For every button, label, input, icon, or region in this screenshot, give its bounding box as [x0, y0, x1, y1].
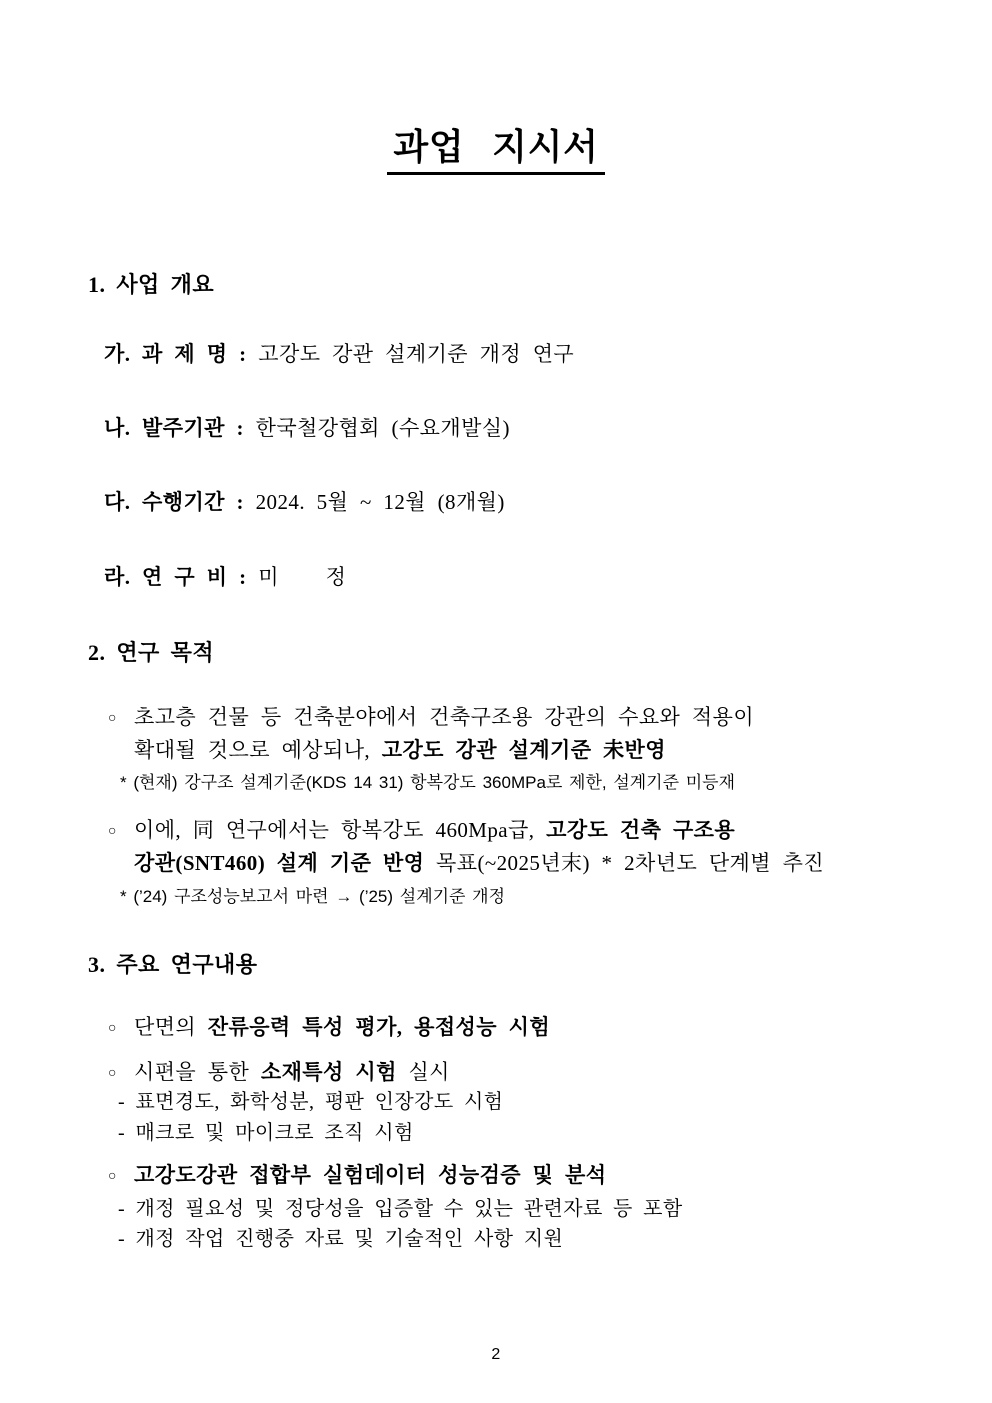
s2-bullet2-line2	[134, 851, 824, 876]
s2-bullet2-note: * (’24) 구조성능보고서 마련 → (’25) 설계기준 개정	[120, 887, 506, 906]
s3-dash-item-4: - 개정 작업 진행중 자료 및 기술적인 사항 지원	[118, 1228, 564, 1250]
circle-bullet-marker: ○	[108, 1019, 117, 1035]
s2-bullet2-line2-regular: 목표(~2025년末) * 2차년도 단계별 추진	[424, 851, 825, 875]
s3-bullet2	[108, 1060, 450, 1085]
document-title-text: 과업 지시서	[387, 127, 604, 175]
s3-bullet2-regular2: 실시	[396, 1060, 450, 1084]
s2-bullet1-note: * (현재) 강구조 설계기준(KDS 14 31) 항복강도 360MPa로 제한, 설계기준 미등재	[120, 773, 736, 792]
s3-bullet1-bold: 잔류응력 특성 평가, 용접성능 시험	[207, 1015, 551, 1039]
item-budget-sep: :	[227, 565, 259, 589]
s2-bullet1-line1	[108, 705, 754, 730]
s2-bullet2-line1	[108, 818, 735, 843]
s3-dash-item-1: - 표면경도, 화학성분, 평판 인장강도 시험	[118, 1091, 504, 1113]
item-project-name-value: 고강도 강관 설계기준 개정 연구	[258, 342, 575, 366]
item-ordering-org	[104, 416, 510, 441]
s2-bullet2-line2-bold: 강관(SNT460) 설계 기준 반영	[134, 851, 425, 875]
circle-bullet-marker: ○	[108, 1167, 117, 1183]
item-ordering-org-label: 나. 발주기관	[104, 416, 225, 440]
s3-bullet3-bold: 고강도강관 접합부 실험데이터 성능검증 및 분석	[134, 1163, 607, 1187]
item-period-sep: :	[224, 490, 256, 514]
item-budget-label: 라. 연 구 비	[104, 565, 228, 589]
s3-dash-item-3: - 개정 필요성 및 정당성을 입증할 수 있는 관련자료 등 포함	[118, 1198, 683, 1220]
s3-bullet3	[108, 1163, 606, 1188]
circle-bullet-marker: ○	[108, 709, 117, 725]
item-period	[104, 490, 505, 515]
item-budget	[104, 565, 346, 590]
circle-bullet-marker: ○	[108, 822, 117, 838]
item-ordering-org-sep: :	[224, 416, 256, 440]
document-title	[0, 126, 992, 168]
section-1-heading: 1. 사업 개요	[88, 272, 215, 297]
circle-bullet-marker: ○	[108, 1064, 117, 1080]
item-period-label: 다. 수행기간	[104, 490, 225, 514]
s2-bullet1-line1-text: 초고층 건물 등 건축분야에서 건축구조용 강관의 수요와 적용이	[134, 705, 755, 729]
item-budget-value: 미 정	[258, 565, 347, 589]
section-3-heading: 3. 주요 연구내용	[88, 952, 258, 977]
item-project-name	[104, 342, 574, 367]
item-project-name-sep: :	[227, 342, 259, 366]
s2-bullet1-line2-regular: 확대될 것으로 예상되나,	[134, 738, 382, 762]
s2-bullet2-line1-bold: 고강도 건축 구조용	[546, 818, 736, 842]
item-ordering-org-value: 한국철강협회 (수요개발실)	[255, 416, 510, 440]
s2-bullet1-line2-bold: 고강도 강관 설계기준 未반영	[381, 738, 666, 762]
section-2-heading: 2. 연구 목적	[88, 640, 215, 665]
s3-bullet1	[108, 1015, 550, 1040]
s3-dash-item-2: - 매크로 및 마이크로 조직 시험	[118, 1122, 414, 1144]
s3-bullet2-regular1: 시편을 통한	[134, 1060, 261, 1084]
s2-bullet1-line2	[134, 738, 666, 763]
s2-bullet2-line1-regular: 이에, 同 연구에서는 항복강도 460Mpa급,	[134, 818, 547, 842]
page-number: 2	[491, 1346, 501, 1363]
s3-bullet1-regular: 단면의	[134, 1015, 208, 1039]
s3-bullet2-bold: 소재특성 시험	[260, 1060, 397, 1084]
item-project-name-label: 가. 과 제 명	[104, 342, 228, 366]
item-period-value: 2024. 5월 ~ 12월 (8개월)	[255, 490, 505, 514]
